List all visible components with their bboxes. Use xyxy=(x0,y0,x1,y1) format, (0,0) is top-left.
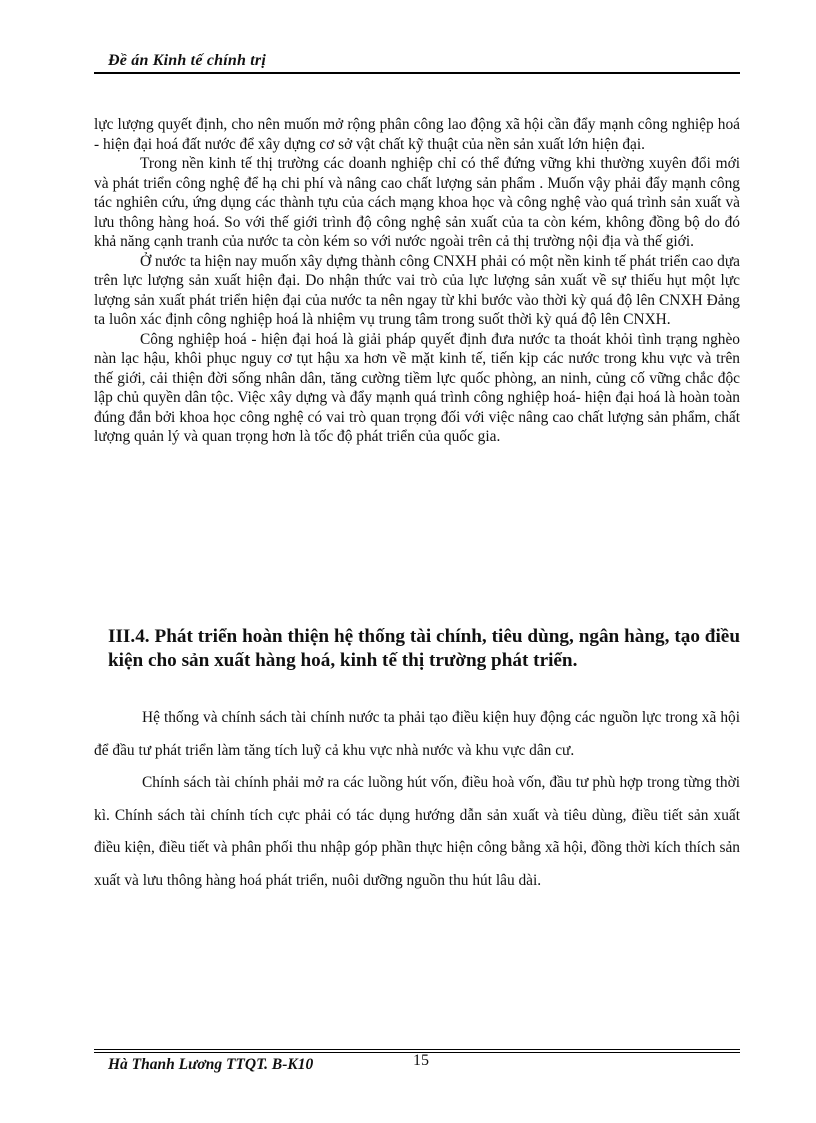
body-text xyxy=(94,115,740,447)
paragraph: Trong nền kinh tế thị trường các doanh nghiệp chỉ có thể đứng vững khi thường xuyên đổi mới và phát triển công nghệ để hạ chi phí và nâng cao chất lượng sản phẩm . Muốn vậy phải đẩy mạnh công tác nghiên cứu, ứng dụng các thành tựu của cách mạng khoa học và công nghệ vào quá trình sản xuất và lưu thông hàng hoá. So với thế giới trình độ công nghệ sản xuất của ta còn kém, không đồng bộ do đó khả năng cạnh tranh của nước ta còn kém so với nước ngoài trên cả thị trường nội địa và thế giới. xyxy=(94,155,740,250)
section-heading: III.4. Phát triển hoàn thiện hệ thống tài chính, tiêu dùng, ngân hàng, tạo điều kiện cho sản xuất hàng hoá, kinh tế thị trường phát triển. xyxy=(108,626,740,671)
footer-divider xyxy=(94,1049,740,1050)
paragraph: lực lượng quyết định, cho nên muốn mở rộng phân công lao động xã hội cần đẩy mạnh công nghiệp hoá - hiện đại hoá đất nước để xây dựng cơ sở vật chất kỹ thuật của nền sản xuất lớn hiện đại. xyxy=(94,116,740,153)
header-divider xyxy=(94,72,740,74)
paragraph: Công nghiệp hoá - hiện đại hoá là giải pháp quyết định đưa nước ta thoát khỏi tình trạng nghèo nàn lạc hậu, khôi phục nguy cơ tụt hậu xa hơn về mặt kinh tế, tiến kịp các nước trong khu vực và trên thế giới, cải thiện đời sống nhân dân, tăng cường tiềm lực quốc phòng, an ninh, củng cố vững chắc độc lập chủ quyền dân tộc. Việc xây dựng và đẩy mạnh quá trình công nghiệp hoá- hiện đại hoá là hoàn toàn đúng đắn bởi khoa học công nghệ có vai trò quan trọng đối với việc nâng cao chất lượng sản phẩm, chất lượng quản lý và quan trọng hơn là tốc độ phát triển của quốc gia. xyxy=(94,330,740,445)
paragraph: Chính sách tài chính phải mở ra các luồng hút vốn, điều hoà vốn, đầu tư phù hợp trong từng thời kì. Chính sách tài chính tích cực phải có tác dụng hướng dẫn sản xuất và tiêu dùng, điều tiết sản xuất điều kiện, điều tiết và phân phối thu nhập góp phần thực hiện công bằng xã hội, đồng thời kích thích sản xuất và lưu thông hàng hoá phát triển, nuôi dưỡng nguồn thu hút lâu dài. xyxy=(94,774,740,889)
page-header-title: Đề án Kinh tế chính trị xyxy=(108,52,266,69)
footer-author: Hà Thanh Lương TTQT. B-K10 xyxy=(108,1056,314,1073)
page-number: 15 xyxy=(413,1052,429,1069)
section-body-text xyxy=(94,702,740,898)
paragraph: Ở nước ta hiện nay muốn xây dựng thành công CNXH phải có một nền kinh tế phát triển cao dựa trên lực lượng sản xuất hiện đại. Do nhận thức vai trò của lực lượng sản xuất về sự thiếu hụt một lực lượng sản xuất phát triển hiện đại của nước ta nên ngay từ khi bước vào thời kỳ quá độ lên CNXH Đảng ta luôn xác định công nghiệp hoá là nhiệm vụ trung tâm trong suốt thời kỳ quá độ lên CNXH. xyxy=(94,252,740,328)
paragraph: Hệ thống và chính sách tài chính nước ta phải tạo điều kiện huy động các nguồn lực trong xã hội để đầu tư phát triển làm tăng tích luỹ cả khu vực nhà nước và khu vực dân cư. xyxy=(94,709,740,759)
